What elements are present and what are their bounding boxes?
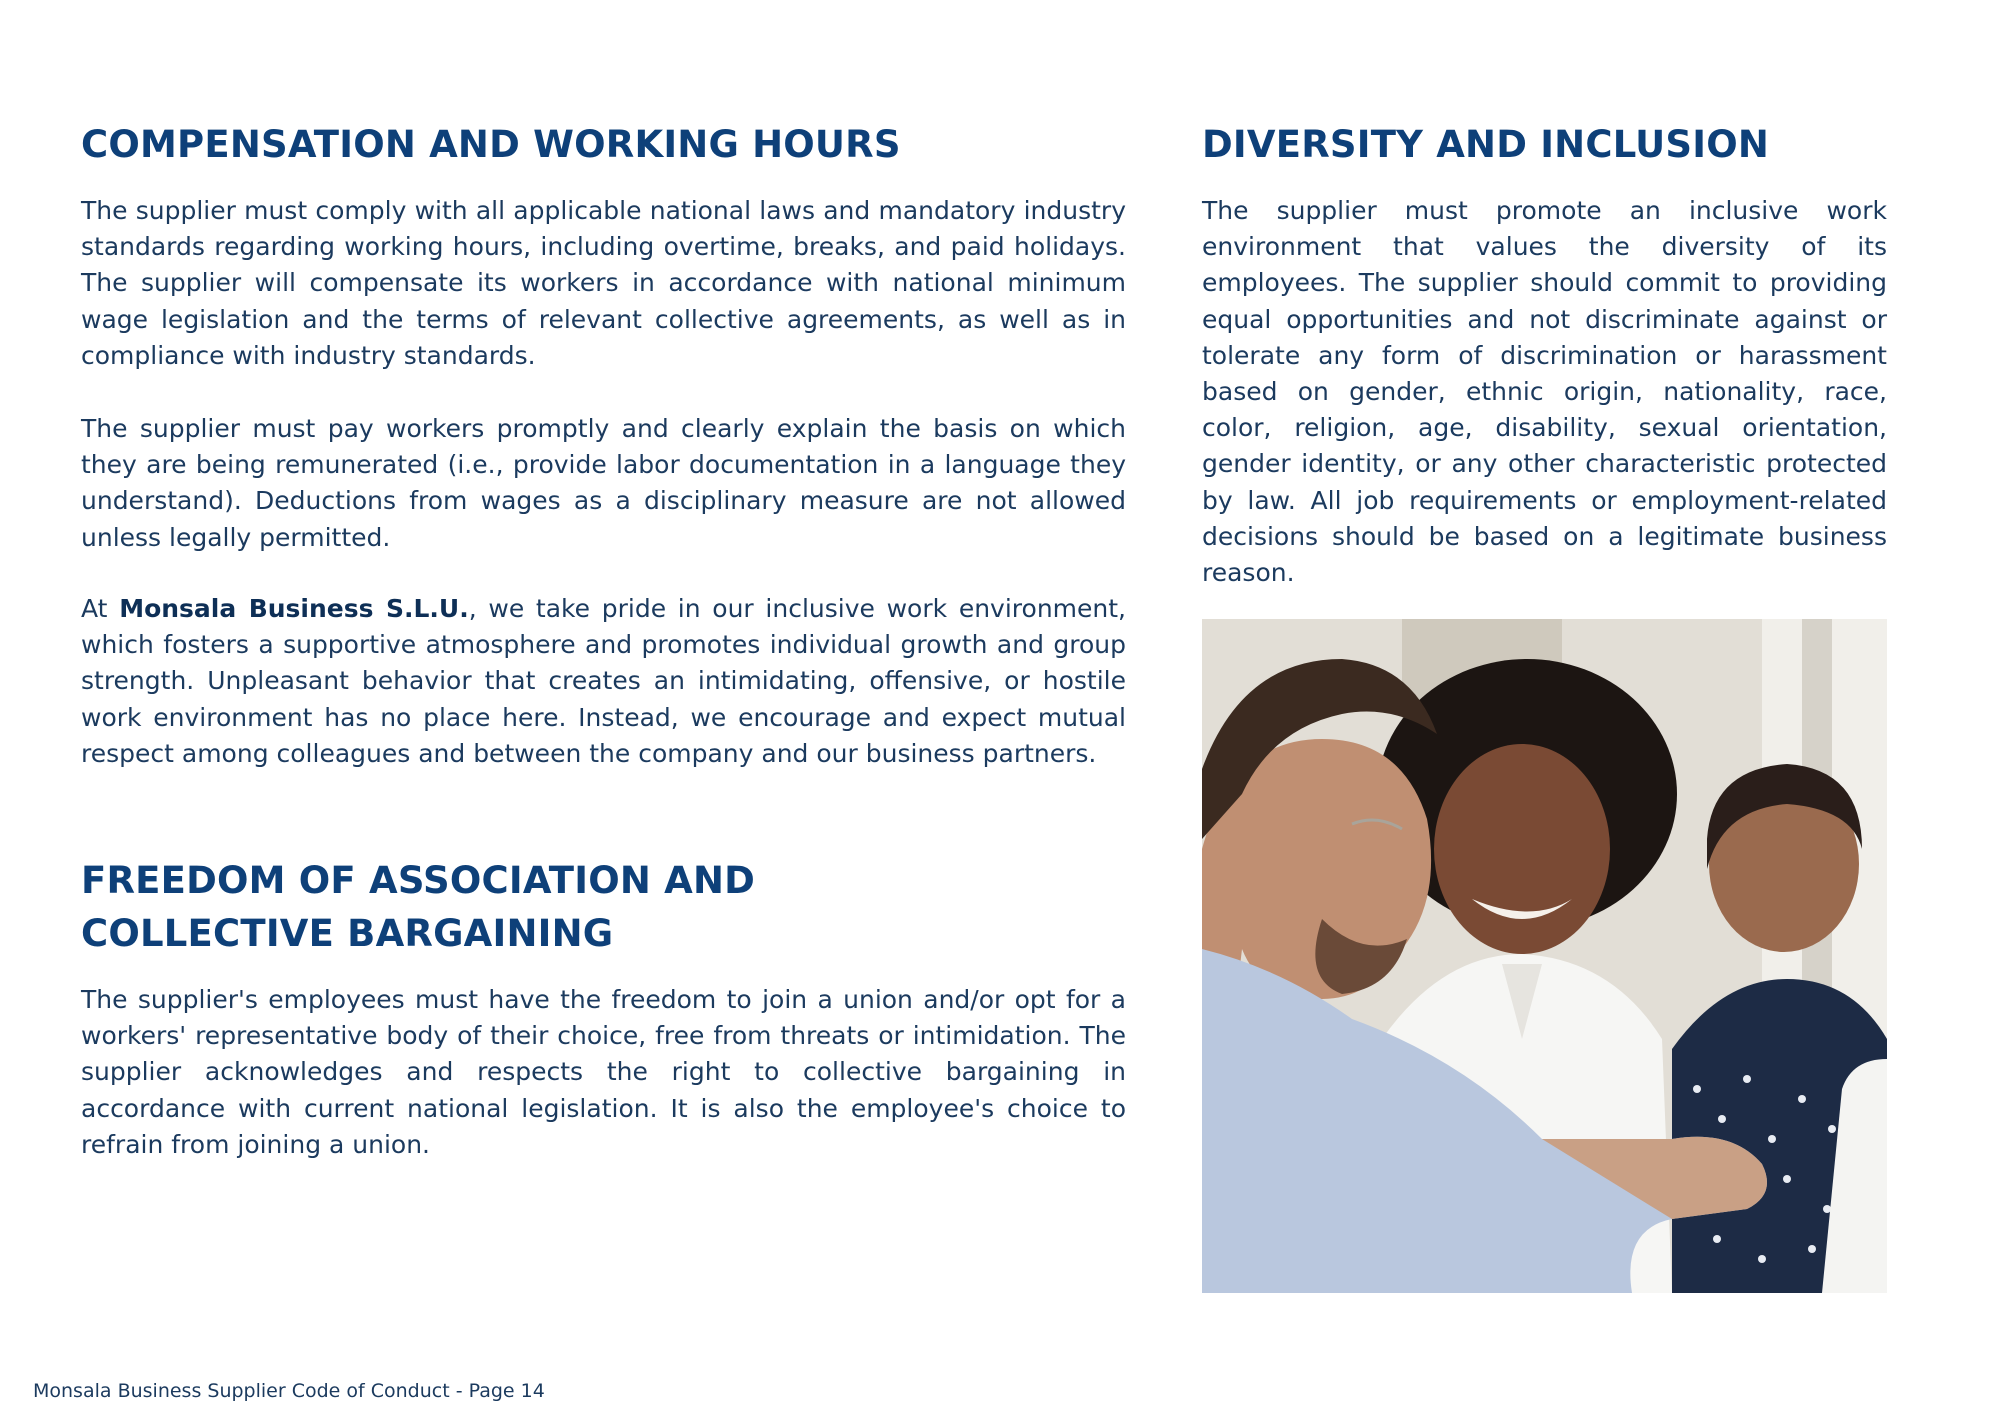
diversity-paragraph-1: The supplier must promote an inclusive work environment that values the diversity of its employees. The supplier should commit to providing equal opportunities and not discriminate against or tolerate any form of discrimination or harassment based on gender, ethnic origin, nationality, race, color, religion, age, disability, sexual orientation, gender identity, or any other characteristic protected by law. All job requirements or employment-related decisions should be based on a legitimate business reason.: [1202, 196, 1887, 588]
company-name: Monsala Business S.L.U.: [119, 594, 469, 623]
compensation-paragraph-1: The supplier must comply with all applicable national laws and mandatory industry standards regarding working hours, including overtime, breaks, and paid holidays. The supplier will compensate its workers in accordance with national minimum wage legislation and the terms of relevant collective agreements, as well as in compliance with industry standards.: [81, 196, 1126, 370]
paragraph-rest: , we take pride in our inclusive work environment, which fosters a supportive atmosphere and promotes individual growth and group strength. Unpleasant behavior that creates an intimidating, offensive, or hostile work environment has no place here. Instead, we encourage and expect mutual respect among colleagues and between the company and our business partners.: [81, 594, 1126, 768]
compensation-paragraph-3: [81, 591, 1126, 772]
team-photo: [1202, 619, 1887, 1293]
diversity-heading: DIVERSITY AND INCLUSION: [1202, 123, 1770, 166]
freedom-heading-line1: FREEDOM OF ASSOCIATION AND: [81, 859, 756, 902]
compensation-heading: COMPENSATION AND WORKING HOURS: [81, 123, 901, 166]
freedom-paragraph-1: The supplier's employees must have the freedom to join a union and/or opt for a workers' representative body of their choice, free from threats or intimidation. The supplier acknowledges and respects the right to collective bargaining in accordance with current national legislation. It is also the employee's choice to refrain from joining a union.: [81, 985, 1126, 1159]
compensation-paragraph-2: The supplier must pay workers promptly and clearly explain the basis on which they are being remunerated (i.e., provide labor documentation in a language they understand). Deductions from wages as a disciplinary measure are not allowed unless legally permitted.: [81, 414, 1126, 552]
freedom-heading: [81, 854, 755, 960]
freedom-heading-line2: COLLECTIVE BARGAINING: [81, 912, 614, 955]
page-footer: Monsala Business Supplier Code of Conduct - Page 14: [33, 1380, 545, 1402]
paragraph-prefix: At: [81, 594, 120, 623]
team-photo-illustration: [1202, 619, 1887, 1293]
